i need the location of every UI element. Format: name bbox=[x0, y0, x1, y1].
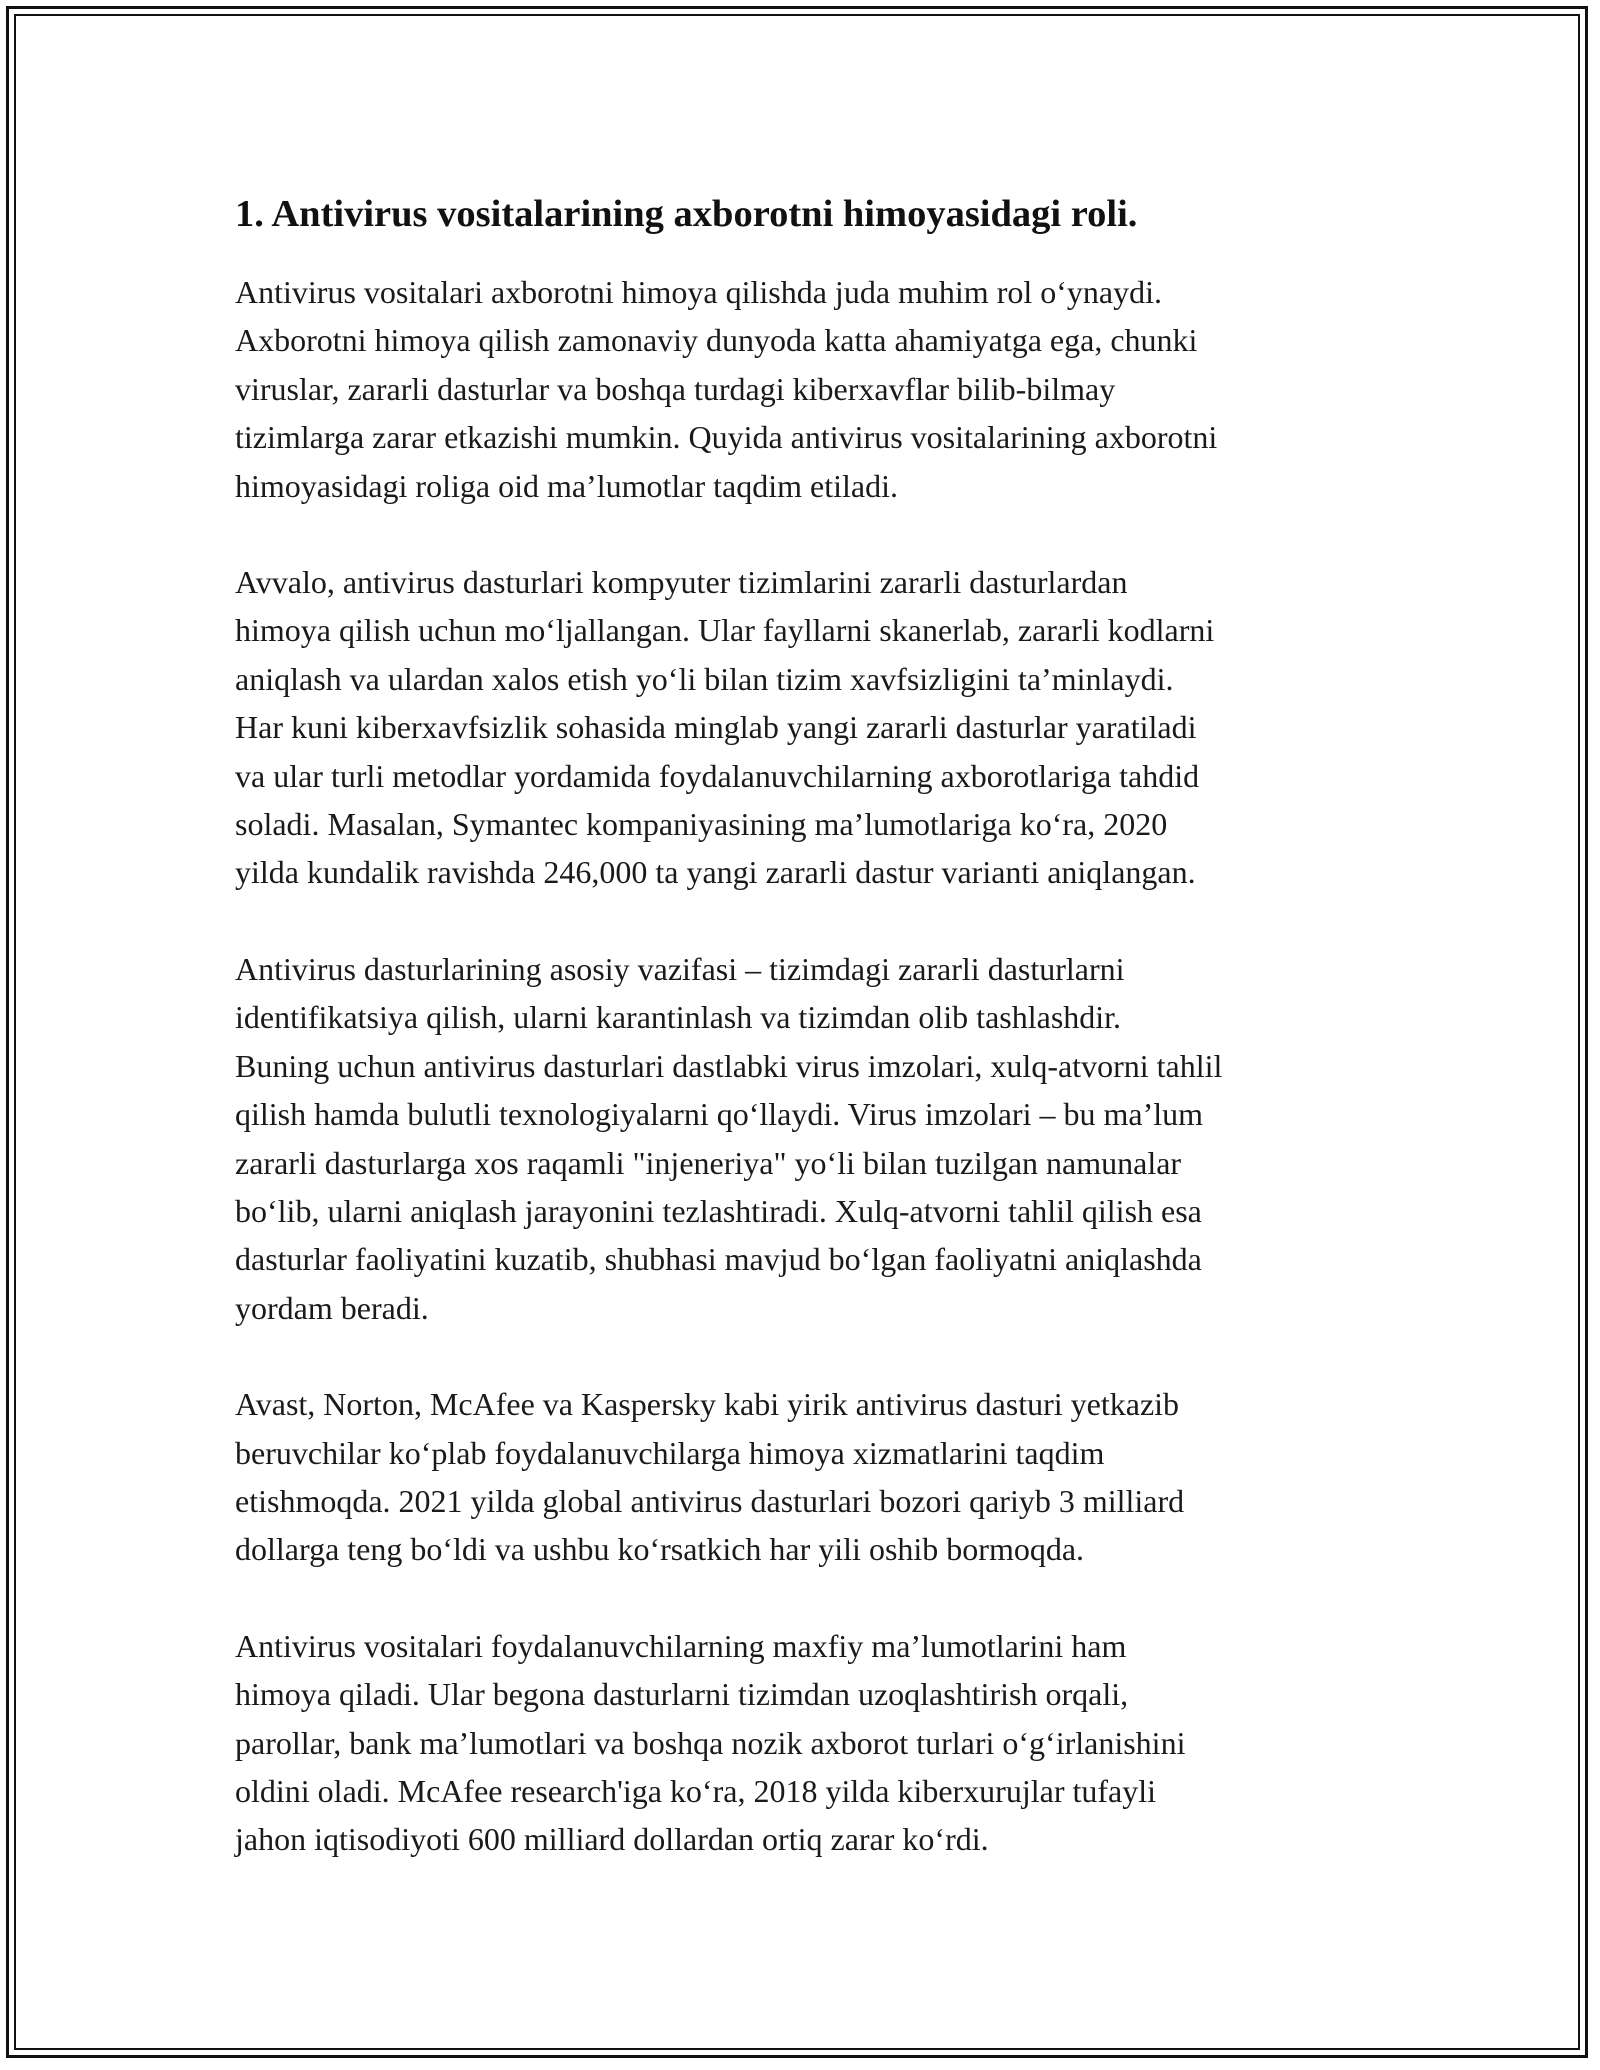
paragraph-line: dasturlar faoliyatini kuzatib, shubhasi mavjud bo‘lgan faoliyatni aniqlashda bbox=[235, 1241, 1202, 1278]
paragraph-line: beruvchilar ko‘plab foydalanuvchilarga himoya xizmatlarini taqdim bbox=[235, 1434, 1105, 1471]
paragraph-line: Antivirus dasturlarining asosiy vazifasi – tizimdagi zararli dasturlarni bbox=[235, 950, 1125, 987]
paragraph-line: dollarga teng bo‘ldi va ushbu ko‘rsatkich har yili oshib bormoqda. bbox=[235, 1531, 1085, 1568]
paragraph-line: parollar, bank ma’lumotlari va boshqa nozik axborot turlari o‘g‘irlanishini bbox=[235, 1724, 1186, 1761]
paragraph-line: jahon iqtisodiyoti 600 milliard dollardan ortiq zarar ko‘rdi. bbox=[235, 1821, 989, 1858]
paragraph-line: zararli dasturlarga xos raqamli "injeneriya" yo‘li bilan tuzilgan namunalar bbox=[235, 1144, 1182, 1181]
paragraph-line: Buning uchun antivirus dasturlari dastlabki virus imzolari, xulq-atvorni tahlil bbox=[235, 1047, 1223, 1084]
paragraph-line: yilda kundalik ravishda 246,000 ta yangi zararli dastur varianti aniqlangan. bbox=[235, 854, 1196, 891]
section-heading: 1. Antivirus vositalarining axborotni himoyasidagi roli. bbox=[235, 193, 1138, 235]
paragraph-intro bbox=[235, 268, 1395, 510]
paragraph-line: bo‘lib, ularni aniqlash jarayonini tezlashtiradi. Xulq-atvorni tahlil qilish esa bbox=[235, 1192, 1202, 1229]
paragraph-line: Antivirus vositalari foydalanuvchilarning maxfiy ma’lumotlarini ham bbox=[235, 1627, 1127, 1664]
paragraph-line: yordam beradi. bbox=[235, 1289, 429, 1326]
paragraph-line: himoyasidagi roliga oid ma’lumotlar taqdim etiladi. bbox=[235, 467, 898, 504]
paragraph-line: himoya qilish uchun mo‘ljallangan. Ular fayllarni skanerlab, zararli kodlarni bbox=[235, 612, 1215, 649]
paragraph-line: Har kuni kiberxavfsizlik sohasida minglab yangi zararli dasturlar yaratiladi bbox=[235, 709, 1197, 746]
paragraph-line: tizimlarga zarar etkazishi mumkin. Quyida antivirus vositalarining axborotni bbox=[235, 419, 1218, 456]
paragraph-line: Avast, Norton, McAfee va Kaspersky kabi yirik antivirus dasturi yetkazib bbox=[235, 1386, 1180, 1423]
paragraph-main-function bbox=[235, 945, 1395, 1332]
paragraph-line: Antivirus vositalari axborotni himoya qilishda juda muhim rol o‘ynaydi. bbox=[235, 274, 1162, 310]
paragraph-vendors bbox=[235, 1380, 1395, 1574]
paragraph-line: identifikatsiya qilish, ularni karantinlash va tizimdan olib tashlashdir. bbox=[235, 999, 1122, 1036]
paragraph-line: viruslar, zararli dasturlar va boshqa turdagi kiberxavflar bilib-bilmay bbox=[235, 370, 1116, 407]
paragraph-line: etishmoqda. 2021 yilda global antivirus dasturlari bozori qariyb 3 milliard bbox=[235, 1482, 1185, 1519]
paragraph-line: va ular turli metodlar yordamida foydalanuvchilarning axborotlariga tahdid bbox=[235, 757, 1200, 794]
paragraph-line: himoya qiladi. Ular begona dasturlarni tizimdan uzoqlashtirish orqali, bbox=[235, 1676, 1129, 1713]
paragraph-line: qilish hamda bulutli texnologiyalarni qo‘llaydi. Virus imzolari – bu ma’lum bbox=[235, 1096, 1203, 1133]
paragraph-line: oldini oladi. McAfee research'iga ko‘ra, 2018 yilda kiberxurujlar tufayli bbox=[235, 1772, 1156, 1809]
paragraph-line: soladi. Masalan, Symantec kompaniyasining ma’lumotlariga ko‘ra, 2020 bbox=[235, 806, 1168, 843]
paragraph-line: Axborotni himoya qilish zamonaviy dunyoda katta ahamiyatga ega, chunki bbox=[235, 322, 1198, 359]
paragraph-line: aniqlash va ulardan xalos etish yo‘li bilan tizim xavfsizligini ta’minlaydi. bbox=[235, 660, 1174, 697]
paragraph-malware-protection bbox=[235, 558, 1395, 897]
paragraph-privacy bbox=[235, 1622, 1395, 1864]
document-body bbox=[235, 186, 1395, 1912]
paragraph-line: Avvalo, antivirus dasturlari kompyuter tizimlarini zararli dasturlardan bbox=[235, 564, 1128, 601]
